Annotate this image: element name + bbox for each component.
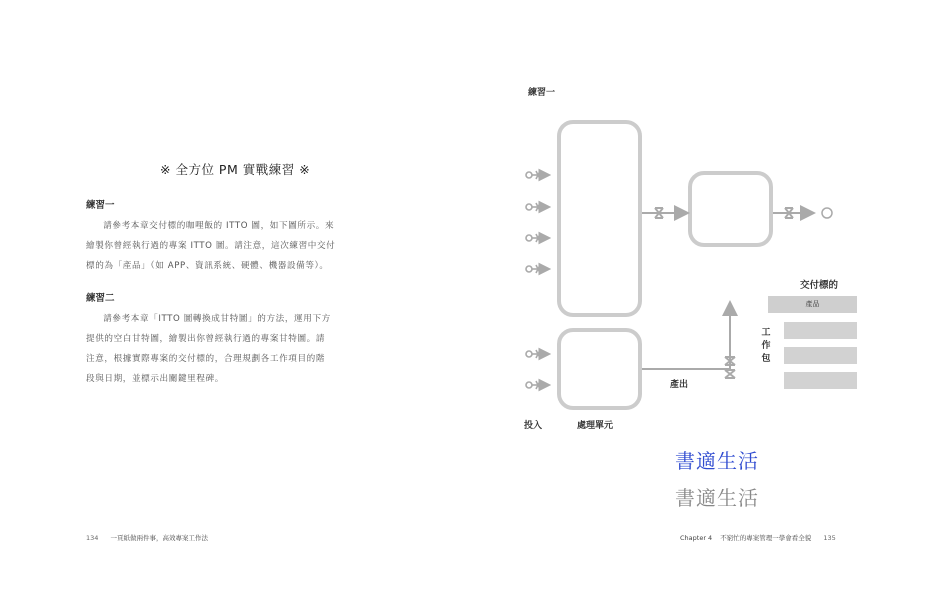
deliverable-product: 產品 (768, 296, 857, 313)
input-arrow (526, 350, 548, 358)
input-arrows-lower (526, 350, 548, 389)
right-footer (680, 533, 836, 542)
exercise2-line: 請參考本章「ITTO 圖轉換成甘特圖」的方法，運用下方 (103, 314, 331, 324)
label-output: 產出 (670, 380, 689, 390)
work-package-char: 作 (761, 341, 771, 351)
input-arrow (526, 265, 548, 273)
process-box-right (690, 173, 771, 245)
work-package-char: 包 (761, 354, 771, 364)
left-page (0, 0, 462, 598)
input-arrow (526, 171, 548, 179)
right-page (462, 0, 925, 598)
exercise1-line: 請參考本章交付標的咖哩飯的 ITTO 圖，如下圖所示。來 (103, 221, 335, 231)
flow-arrow-2 (773, 208, 832, 218)
input-arrow (526, 203, 548, 211)
deliverable-title: 交付標的 (800, 280, 839, 291)
exercise2-line: 段與日期，並標示出關鍵里程碑。 (86, 374, 224, 384)
exercise2-line: 注意，根據實際專案的交付標的，合理規劃各工作項目的階 (86, 354, 326, 364)
exercise2-title: 練習二 (86, 293, 115, 304)
left-footer-title: 一頁紙做兩件事，高效專案工作法 (110, 534, 208, 542)
left-page-number: 134 (86, 534, 99, 542)
watermark-gray: 書適生活 (675, 486, 759, 510)
right-page-number: 135 (823, 534, 836, 542)
work-package-label (760, 327, 772, 366)
exercise1-line: 繪製你曾經執行過的專案 ITTO 圖。請注意，這次練習中交付 (86, 241, 336, 251)
exercise1-title: 練習一 (86, 200, 115, 211)
label-input: 投入 (524, 421, 543, 431)
input-arrow (526, 381, 548, 389)
right-footer-title: 不窮忙的專案管理一學會看全貌 (720, 534, 812, 542)
exercise1-line: 標的為「產品」（如 APP、資訊系統、硬體、機器設備等）。 (86, 261, 329, 271)
exercise2-line: 提供的空白甘特圖，繪製出你曾經執行過的專案甘特圖。請 (86, 334, 326, 344)
diagram-title: 練習一 (528, 88, 556, 98)
process-box-small (559, 330, 640, 408)
work-package-bar (784, 372, 857, 389)
footer-chapter: Chapter 4 (680, 534, 713, 542)
output-arrow (642, 304, 735, 378)
work-package-char: 工 (761, 328, 771, 338)
page-heading: ※ 全方位 PM 實戰練習 ※ (160, 162, 311, 177)
input-arrow (526, 234, 548, 242)
flow-arrow-1 (642, 208, 686, 218)
label-process: 處理單元 (577, 421, 614, 431)
input-arrows-upper (526, 171, 548, 273)
exercise2-body (86, 309, 394, 389)
work-package-bar (784, 322, 857, 339)
watermark-blue: 書適生活 (675, 449, 759, 473)
work-package-bar (784, 347, 857, 364)
left-footer (86, 533, 208, 542)
exercise1-body (86, 216, 394, 276)
process-box-large (559, 122, 640, 315)
